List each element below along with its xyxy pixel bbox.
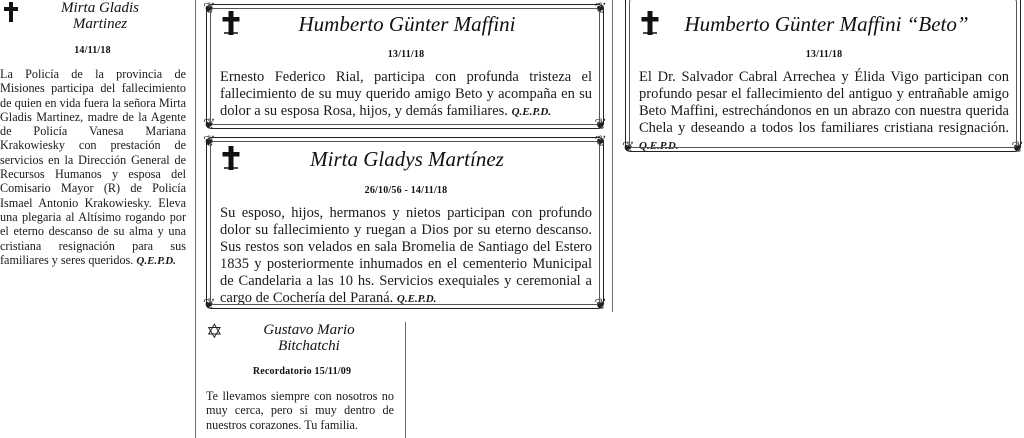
corner-ornament-icon: ❦ (203, 0, 216, 17)
name-line: Gustavo Mario (263, 322, 355, 338)
corner-ornament-icon: ❦ (203, 132, 216, 150)
body-text: Ernesto Federico Rial, participa con profunda tristeza el fallecimiento de su muy querido amigo Beto y acompaña en su dolor a su esposa Rosa, hijos, y demás familiares. (220, 69, 592, 119)
notice-date: 26/10/56 - 14/11/18 (364, 185, 448, 196)
corner-ornament-icon: ❦ (203, 295, 216, 313)
deceased-name: Humberto Günter Maffini “Beto” (684, 12, 969, 36)
notice-date: 14/11/18 (74, 45, 111, 56)
corner-ornament-icon: ❦ (594, 295, 607, 313)
obituary-maffini-cabral (622, 0, 1024, 156)
body-text: La Policía de la provincia de Misiones participa del fallecimiento de quien en vida fuera la señora Mirta Gladis Martinez, madre de la Agente de Policía Vanesa Mariana Krakowiesky con prestación de servicios en la Dirección General de Recursos Humanos y esposa del Comisario Mayor (R) de Policía Ismael Antonio Krakowiesky. Eleva una plegaria al Altísimo rogando por el eterno descanso de su alma y una cristiana resignación para sus familiares y seres queridos. (0, 67, 186, 267)
notice-body (639, 69, 1009, 155)
star-of-david-icon: ✡ (206, 319, 223, 343)
remembrance-bitchatchi (204, 318, 400, 438)
corner-ornament-icon: ❦ (203, 115, 216, 133)
deceased-name (20, 0, 180, 32)
notice-date: 13/11/18 (387, 49, 425, 60)
corner-ornament-icon: ❦ (594, 132, 607, 150)
cross-icon (640, 11, 662, 35)
deceased-name: Humberto Günter Maffini (298, 12, 516, 36)
qepd-closing: Q.E.P.D. (511, 106, 552, 118)
notice-body (220, 69, 592, 121)
name-line: Martinez (72, 16, 128, 32)
notice-date: Recordatorio 15/11/09 (252, 366, 352, 377)
notice-date: 13/11/18 (805, 49, 843, 60)
name-line: Mirta Gladis (61, 0, 139, 16)
obituary-martinez-family (203, 132, 607, 313)
notice-body (206, 389, 394, 432)
corner-ornament-icon: ❦ (594, 115, 607, 133)
body-text: Te llevamos siempre con nosotros no muy cerca, pero si muy dentro de nuestros corazones. Tu familia. (206, 389, 394, 432)
corner-ornament-icon: ❦ (622, 138, 635, 156)
qepd-closing: Q.E.P.D. (639, 140, 679, 152)
column-rule (405, 322, 406, 438)
deceased-name (234, 322, 384, 354)
qepd-closing: Q.E.P.D. (396, 293, 437, 305)
qepd-closing: Q.E.P.D. (136, 254, 176, 267)
notice-body (220, 205, 592, 308)
deceased-name: Mirta Gladys Martínez (310, 147, 504, 171)
body-text: El Dr. Salvador Cabral Arrechea y Élida Vigo participan con profundo pesar el fallecimiento del antiguo y entrañable amigo Beto Maffini, estrechándonos en un abrazo con nuestra querida Chela y deseando a todos los familiares cristiana resignación. (639, 69, 1009, 136)
body-text: Su esposo, hijos, hermanos y nietos participan con profundo dolor su fallecimiento y ruegan a Dios por su eterno descanso. Sus restos son velados en sala Bromelia de Santiago del Estero 1835 y posteriormente inhumados en el cementerio Municipal de Candelaria a las 10 hs. Servicios exequiales y ceremonial a cargo de Cochería del Paraná. (220, 205, 592, 306)
corner-ornament-icon: ❦ (594, 0, 607, 17)
obituary-martinez-police (0, 0, 190, 300)
name-line: Bitchatchi (278, 338, 340, 354)
cross-icon (221, 11, 243, 35)
column-rule (195, 0, 196, 438)
column-rule (612, 0, 613, 312)
obituary-maffini-rial (203, 0, 607, 133)
cross-icon (221, 146, 243, 170)
notice-body (0, 67, 186, 268)
corner-ornament-icon: ❦ (1011, 138, 1024, 156)
